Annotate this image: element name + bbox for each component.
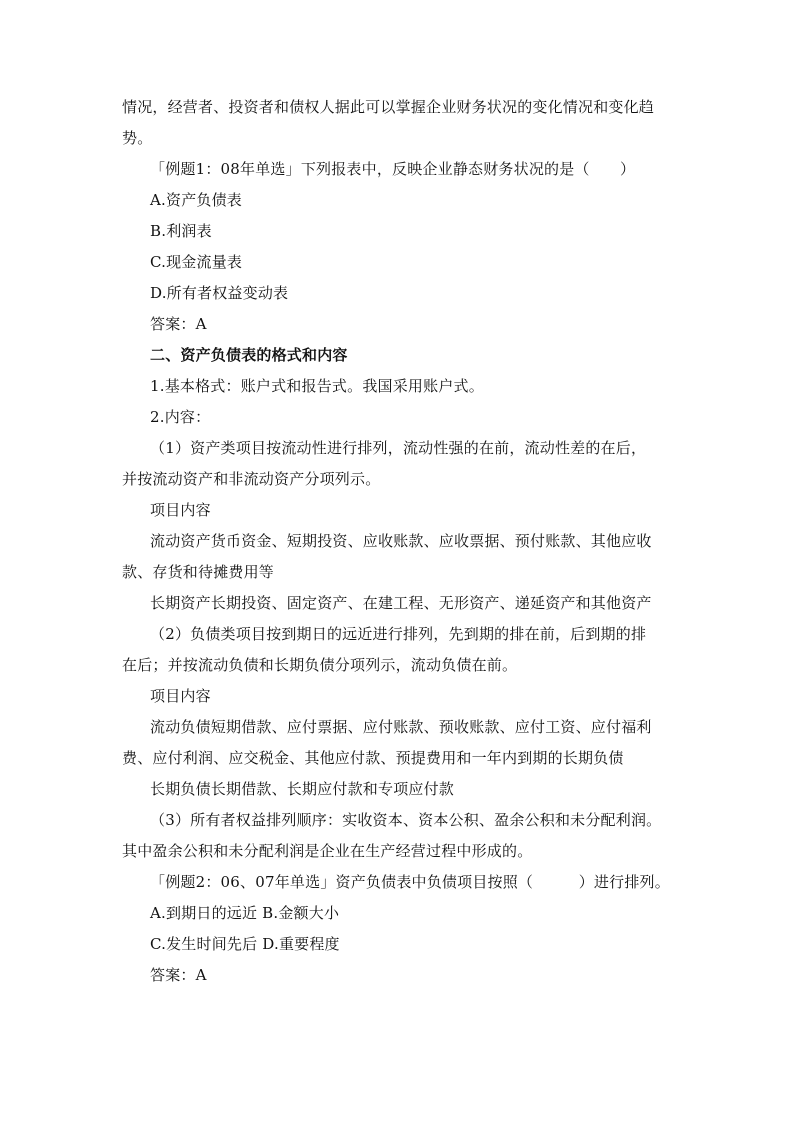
table-header-line: 项目内容 xyxy=(150,687,211,705)
option-a: A.资产负债表 xyxy=(150,191,243,209)
example-question: 「例题1：08年单选」下列报表中，反映企业静态财务状况的是（ ） xyxy=(150,160,636,178)
options-line: A.到期日的远近 B.金额大小 xyxy=(150,904,340,922)
example-question: 「例题2：06、07年单选」资产负债表中负债项目按照（ ）进行排列。 xyxy=(150,873,670,891)
paragraph-line: 情况，经营者、投资者和债权人据此可以掌握企业财务状况的变化情况和变化趋 xyxy=(122,98,655,116)
paragraph-line: 势。 xyxy=(122,129,153,147)
answer: 答案：A xyxy=(150,315,207,333)
paragraph-line: 在后；并按流动负债和长期负债分项列示，流动负债在前。 xyxy=(122,656,518,674)
paragraph-line: 2.内容： xyxy=(150,408,211,426)
paragraph-line: 款、存货和待摊费用等 xyxy=(122,563,275,581)
document-body xyxy=(122,92,682,991)
paragraph-line: 并按流动资产和非流动资产分项列示。 xyxy=(122,470,381,488)
options-line: C.发生时间先后 D.重要程度 xyxy=(150,935,340,953)
paragraph-line: 长期资产长期投资、固定资产、在建工程、无形资产、递延资产和其他资产 xyxy=(150,594,652,612)
paragraph-line: （1）资产类项目按流动性进行排列，流动性强的在前，流动性差的在后， xyxy=(150,439,647,457)
paragraph-line: （2）负债类项目按到期日的远近进行排列，先到期的排在前，后到期的排 xyxy=(150,625,647,643)
paragraph-line: 流动资产货币资金、短期投资、应收账款、应收票据、预付账款、其他应收 xyxy=(150,532,652,550)
option-b: B.利润表 xyxy=(150,222,212,240)
section-heading: 二、资产负债表的格式和内容 xyxy=(150,346,348,364)
paragraph-line: 其中盈余公积和未分配利润是企业在生产经营过程中形成的。 xyxy=(122,842,533,860)
paragraph-line: 长期负债长期借款、长期应付款和专项应付款 xyxy=(150,780,455,798)
option-d: D.所有者权益变动表 xyxy=(150,284,289,302)
table-header-line: 项目内容 xyxy=(150,501,211,519)
paragraph-line: 费、应付利润、应交税金、其他应付款、预提费用和一年内到期的长期负债 xyxy=(122,749,624,767)
option-c: C.现金流量表 xyxy=(150,253,243,271)
answer: 答案：A xyxy=(150,966,207,984)
paragraph-line: 1.基本格式：账户式和报告式。我国采用账户式。 xyxy=(150,377,484,395)
paragraph-line: 流动负债短期借款、应付票据、应付账款、预收账款、应付工资、应付福利 xyxy=(150,718,652,736)
paragraph-line: （3）所有者权益排列顺序：实收资本、资本公积、盈余公积和未分配利润。 xyxy=(150,811,662,829)
